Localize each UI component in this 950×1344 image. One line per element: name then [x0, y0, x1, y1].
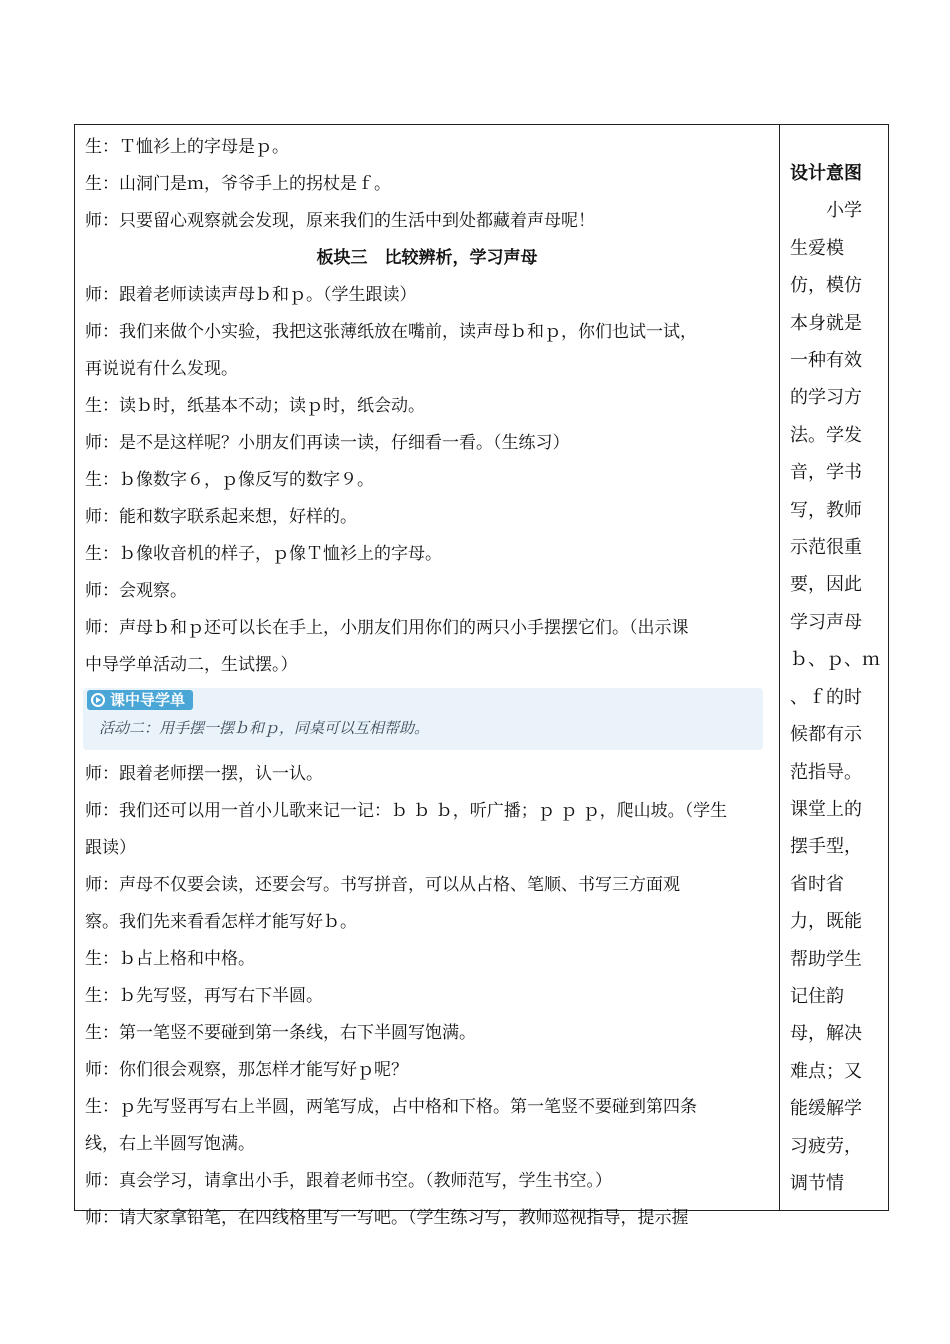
lesson-content-column: [75, 125, 780, 1228]
dialogue-line: 跟读）: [85, 838, 136, 858]
dialogue-line: 师：我们来做个小实验，我把这张薄纸放在嘴前，读声母ｂ和ｐ，你们也试一试，: [85, 322, 697, 342]
intent-line: 学习声母: [790, 611, 862, 633]
dialogue-line: 生：读ｂ时，纸基本不动；读ｐ时，纸会动。: [85, 396, 425, 416]
guide-badge: [87, 690, 193, 710]
dialogue-block-middle: [85, 277, 769, 684]
intent-line: ｂ、ｐ、ｍ: [790, 649, 880, 671]
play-circle-icon: [91, 693, 105, 707]
dialogue-line: 线，右上半圆写饱满。: [85, 1134, 255, 1154]
intent-line: 音，学书: [790, 462, 862, 484]
intent-line: 省时省: [790, 873, 844, 895]
intent-line: 力，既能: [790, 911, 862, 933]
dialogue-line: 师：真会学习，请拿出小手，跟着老师书空。（教师范写，学生书空。）: [85, 1171, 612, 1191]
dialogue-line: 师：会观察。: [85, 581, 187, 601]
dialogue-line: 生：山洞门是ｍ，爷爷手上的拐杖是ｆ。: [85, 174, 391, 194]
dialogue-line: 师：声母ｂ和ｐ还可以长在手上，小朋友们用你们的两只小手摆摆它们。（出示课: [85, 618, 689, 638]
dialogue-line: 师：能和数字联系起来想，好样的。: [85, 507, 357, 527]
intent-line: 小学: [790, 200, 862, 222]
intent-line: 要，因此: [790, 574, 862, 596]
lesson-table: [74, 124, 889, 1228]
dialogue-line: 师：我们还可以用一首小儿歌来记一记：ｂ ｂ ｂ，听广播；ｐ ｐ ｐ，爬山坡。（学生: [85, 801, 728, 821]
intent-line: 母，解决: [790, 1023, 862, 1045]
dialogue-block-bottom: [85, 756, 769, 1237]
intent-line: 法。学发: [790, 424, 862, 446]
intent-line: 范指导。: [790, 761, 862, 783]
intent-line: 难点；又: [790, 1060, 862, 1082]
dialogue-line: 生：ｂ像收音机的样子，ｐ像Ｔ恤衫上的字母。: [85, 544, 442, 564]
intent-line: 帮助学生: [790, 948, 862, 970]
intent-line: 候都有示: [790, 724, 862, 746]
intent-line: 一种有效: [790, 350, 862, 372]
dialogue-line: 生：ｂ占上格和中格。: [85, 949, 255, 969]
intent-line: 摆手型，: [790, 836, 862, 858]
dialogue-line: 师：声母不仅要会读，还要会写。书写拼音，可以从占格、笔顺、书写三方面观: [85, 875, 680, 895]
intent-line: 、ｆ的时: [790, 686, 862, 708]
intent-line: 示范很重: [790, 537, 862, 559]
dialogue-line: 生：Ｔ恤衫上的字母是ｐ。: [85, 137, 289, 157]
in-class-guide-box: [83, 688, 763, 750]
dialogue-line: 生：第一笔竖不要碰到第一条线，右下半圆写饱满。: [85, 1023, 476, 1043]
dialogue-line: 再说说有什么发现。: [85, 359, 238, 379]
dialogue-line: 师：是不是这样呢？小朋友们再读一读，仔细看一看。（生练习）: [85, 433, 570, 453]
intent-line: 课堂上的: [790, 798, 862, 820]
dialogue-line: 生：ｂ先写竖，再写右下半圆。: [85, 986, 323, 1006]
design-intent-title: 设计意图: [790, 163, 862, 184]
guide-activity-text: 活动二：用手摆一摆ｂ和ｐ，同桌可以互相帮助。: [99, 719, 430, 737]
intent-line: 生爱模: [790, 237, 844, 259]
intent-line: 能缓解学: [790, 1098, 862, 1120]
dialogue-line: 师：你们很会观察，那怎样才能写好ｐ呢？: [85, 1060, 408, 1080]
dialogue-line: 师：请大家拿铅笔，在四线格里写一写吧。（学生练习写，教师巡视指导，提示握: [85, 1208, 689, 1228]
guide-badge-label: 课中导学单: [110, 691, 186, 709]
dialogue-line: 师：跟着老师读读声母ｂ和ｐ。（学生跟读）: [85, 285, 417, 305]
dialogue-line: 师：跟着老师摆一摆，认一认。: [85, 764, 323, 784]
section-heading: 板块三 比较辨析，学习声母: [316, 248, 538, 268]
intent-line: 本身就是: [790, 312, 862, 334]
dialogue-line: 师：只要留心观察就会发现，原来我们的生活中到处都藏着声母呢！: [85, 211, 595, 231]
intent-line: 习疲劳，: [790, 1135, 862, 1157]
dialogue-line: 察。我们先来看看怎样才能写好ｂ。: [85, 912, 357, 932]
intent-line: 的学习方: [790, 387, 862, 409]
intent-line: 记住韵: [790, 985, 844, 1007]
dialogue-block-top: [85, 129, 769, 240]
intent-line: 调节情: [790, 1172, 844, 1194]
dialogue-line: 生：ｂ像数字６，ｐ像反写的数字９。: [85, 470, 374, 490]
intent-line: 写，教师: [790, 499, 862, 521]
dialogue-line: 生：ｐ先写竖再写右上半圆，两笔写成，占中格和下格。第一笔竖不要碰到第四条: [85, 1097, 697, 1117]
dialogue-line: 中导学单活动二，生试摆。）: [85, 655, 298, 675]
design-intent-column: [780, 125, 888, 1210]
intent-line: 仿，模仿: [790, 275, 862, 297]
